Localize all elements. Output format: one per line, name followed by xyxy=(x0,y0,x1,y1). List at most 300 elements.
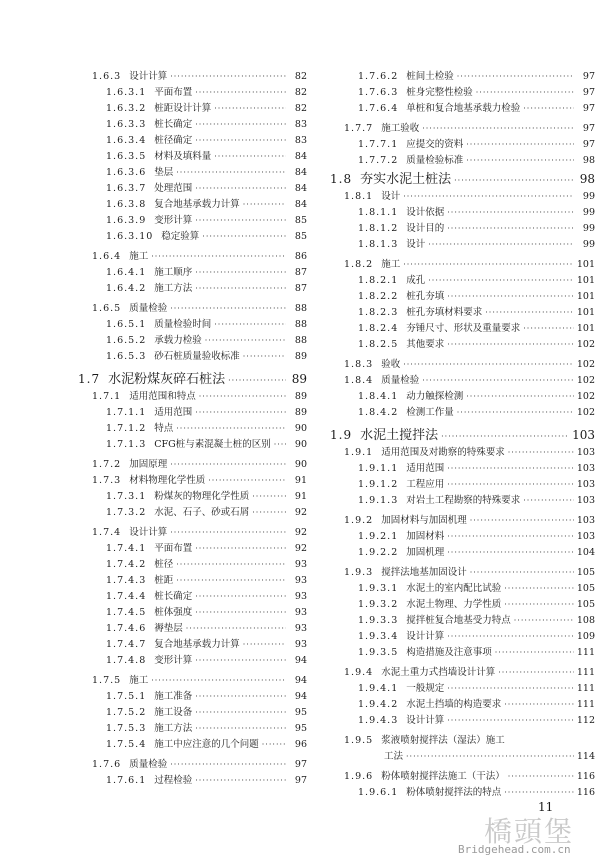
toc-section-title: 搅拌法地基加固设计 xyxy=(381,567,467,578)
toc-page-number: 103 xyxy=(576,495,595,506)
toc-section-title: 一般规定 xyxy=(406,683,445,694)
toc-leader-dots xyxy=(406,750,574,764)
toc-entry xyxy=(106,506,307,520)
toc-section-number: 1.6.3.9 xyxy=(106,215,147,226)
toc-entry xyxy=(358,462,595,476)
toc-leader-dots xyxy=(170,302,286,316)
toc-section-title: 水泥土挡墙的构造要求 xyxy=(406,699,502,710)
toc-page-number: 114 xyxy=(576,751,595,762)
toc-entry xyxy=(92,674,307,688)
toc-entry xyxy=(106,654,307,668)
toc-entry xyxy=(106,606,307,620)
toc-section-title: 平面布置 xyxy=(154,87,193,98)
toc-entry xyxy=(106,102,307,116)
toc-section-title: 处理范围 xyxy=(154,183,193,194)
toc-section-title: 粉煤灰的物理化学性质 xyxy=(154,491,250,502)
toc-entry xyxy=(106,350,307,364)
toc-section-number: 1.6.3.5 xyxy=(106,151,147,162)
toc-entry xyxy=(92,390,307,404)
toc-page-number: 90 xyxy=(294,439,307,450)
toc-leader-dots xyxy=(243,638,286,652)
toc-section-title: 设计 xyxy=(381,191,401,202)
toc-section-title: 适用范围 xyxy=(154,407,193,418)
toc-page-number: 109 xyxy=(576,631,595,642)
toc-section-number: 1.8.2.1 xyxy=(358,275,399,286)
toc-entry xyxy=(358,290,595,304)
toc-entry xyxy=(92,302,307,316)
toc-section-number: 1.8.4 xyxy=(344,375,374,386)
watermark-url: Bridgehead.com.cn xyxy=(458,843,571,856)
toc-section-number: 1.9.5 xyxy=(344,735,374,746)
toc-entry xyxy=(358,86,595,100)
toc-entry xyxy=(358,546,595,560)
toc-entry xyxy=(344,514,595,528)
toc-section-number: 1.7.7.2 xyxy=(358,155,399,166)
toc-section-title: 平面布置 xyxy=(154,543,193,554)
toc-page-number: 84 xyxy=(294,183,307,194)
toc-page-number: 108 xyxy=(576,615,595,626)
toc-section-number: 1.9.1.1 xyxy=(358,463,399,474)
toc-leader-dots xyxy=(186,622,286,636)
toc-entry xyxy=(106,690,307,704)
toc-leader-dots xyxy=(447,222,574,236)
toc-leader-dots xyxy=(170,526,286,540)
toc-section-number: 1.9.1.3 xyxy=(358,495,399,506)
toc-entry xyxy=(92,250,307,264)
toc-section-title: 水泥土的室内配比试验 xyxy=(406,583,502,594)
toc-page-number: 96 xyxy=(294,739,307,750)
toc-entry xyxy=(358,682,595,696)
toc-section-number: 1.6.5 xyxy=(92,303,122,314)
toc-leader-dots xyxy=(195,86,286,100)
toc-page-number: 94 xyxy=(294,655,307,666)
toc-section-title: 砂石桩质量验收标准 xyxy=(154,351,240,362)
toc-page-number: 90 xyxy=(294,459,307,470)
toc-section-number: 1.7.4.1 xyxy=(106,543,147,554)
toc-page-number: 98 xyxy=(579,172,595,186)
toc-page-number: 102 xyxy=(576,391,595,402)
toc-entry xyxy=(106,182,307,196)
toc-entry xyxy=(106,134,307,148)
toc-leader-dots xyxy=(228,372,286,390)
toc-entry xyxy=(358,154,595,168)
toc-leader-dots xyxy=(447,206,574,220)
toc-entry xyxy=(106,282,307,296)
toc-section-number: 1.9.2.2 xyxy=(358,547,399,558)
toc-section-number: 1.9.6 xyxy=(344,771,374,782)
toc-page-number: 92 xyxy=(294,507,307,518)
toc-section-number: 1.7.5.2 xyxy=(106,707,147,718)
toc-leader-dots xyxy=(523,102,574,116)
toc-section-title: 桩径 xyxy=(154,559,174,570)
toc-section-number: 1.9.3.5 xyxy=(358,647,399,658)
toc-section-title: 水泥土搅拌法 xyxy=(360,428,439,443)
toc-section-title: 设计目的 xyxy=(406,223,445,234)
toc-page-number: 93 xyxy=(294,623,307,634)
toc-section-title: 施工方法 xyxy=(154,283,193,294)
toc-page-number: 97 xyxy=(582,87,595,98)
toc-page-number: 93 xyxy=(294,575,307,586)
toc-section-title: 动力触探检测 xyxy=(406,391,464,402)
toc-section-title: 加固原理 xyxy=(129,459,168,470)
toc-page-number: 89 xyxy=(294,351,307,362)
toc-section-title: 质量检验 xyxy=(129,303,168,314)
toc-page-number: 101 xyxy=(576,275,595,286)
toc-section-number: 1.7.6.1 xyxy=(106,775,147,786)
toc-section-number: 1.6.4.2 xyxy=(106,283,147,294)
toc-leader-dots xyxy=(195,214,286,228)
toc-section-number: 1.9.1 xyxy=(344,447,374,458)
toc-entry xyxy=(358,478,595,492)
toc-leader-dots xyxy=(447,338,574,352)
toc-entry xyxy=(384,750,595,764)
toc-leader-dots xyxy=(195,722,286,736)
toc-section-title: 设计依据 xyxy=(406,207,445,218)
toc-leader-dots xyxy=(447,478,574,492)
toc-section-title: 其他要求 xyxy=(406,339,445,350)
toc-section-title: 水泥土物理、力学性质 xyxy=(406,599,502,610)
toc-page-number: 97 xyxy=(582,71,595,82)
toc-leader-dots xyxy=(208,474,286,488)
toc-section-number: 1.9.2 xyxy=(344,515,374,526)
toc-section-title: 稳定验算 xyxy=(161,231,200,242)
toc-page-number: 101 xyxy=(576,259,595,270)
toc-section-title: 桩距设计计算 xyxy=(154,103,212,114)
toc-page-number: 93 xyxy=(294,607,307,618)
toc-section-number: 1.6.3.6 xyxy=(106,167,147,178)
toc-section-title: 验收 xyxy=(381,359,401,370)
toc-section-number: 1.7.3.2 xyxy=(106,507,147,518)
toc-page-number: 116 xyxy=(576,771,595,782)
toc-section-number: 1.9.3.2 xyxy=(358,599,399,610)
toc-entry xyxy=(344,190,595,204)
toc-page-number: 103 xyxy=(576,447,595,458)
toc-leader-dots xyxy=(447,530,574,544)
toc-page-number: 84 xyxy=(294,199,307,210)
toc-page-number: 99 xyxy=(582,223,595,234)
toc-entry xyxy=(92,758,307,772)
toc-section-number: 1.7.6 xyxy=(92,759,122,770)
toc-entry xyxy=(358,338,595,352)
toc-page-number: 102 xyxy=(576,359,595,370)
toc-entry xyxy=(358,102,595,116)
toc-page-number: 116 xyxy=(576,787,595,798)
toc-entry xyxy=(358,598,595,612)
toc-section-title: 材料及填料量 xyxy=(154,151,212,162)
toc-section-number: 1.7.4.7 xyxy=(106,639,147,650)
toc-leader-dots xyxy=(457,406,574,420)
toc-page-number: 92 xyxy=(294,527,307,538)
toc-entry xyxy=(344,358,595,372)
toc-section-number: 1.6.3.2 xyxy=(106,103,147,114)
toc-entry xyxy=(358,274,595,288)
toc-section-number: 1.9.6.1 xyxy=(358,787,399,798)
toc-section-title: 施工中应注意的几个问题 xyxy=(154,739,259,750)
toc-section-number: 1.7.4.8 xyxy=(106,655,147,666)
toc-entry xyxy=(358,406,595,420)
toc-section-number: 1.6.3.10 xyxy=(106,231,154,242)
toc-page-number: 91 xyxy=(294,475,307,486)
toc-leader-dots xyxy=(447,630,574,644)
toc-entry xyxy=(358,322,595,336)
toc-section-number: 1.7.4.6 xyxy=(106,623,147,634)
toc-section-title: 水泥粉煤灰碎石桩法 xyxy=(108,372,226,387)
toc-entry xyxy=(106,738,307,752)
toc-entry xyxy=(344,374,595,388)
toc-entry xyxy=(330,426,595,444)
toc-section-title: 构造措施及注意事项 xyxy=(406,647,492,658)
toc-leader-dots xyxy=(508,446,574,460)
toc-section-number: 1.6.3.7 xyxy=(106,183,147,194)
toc-section-title: 桩距 xyxy=(154,575,174,586)
toc-section-number: 1.7 xyxy=(78,372,101,386)
toc-leader-dots xyxy=(447,714,574,728)
toc-leader-dots xyxy=(428,274,574,288)
toc-section-title: 对岩土工程勘察的特殊要求 xyxy=(406,495,521,506)
toc-entry xyxy=(106,490,307,504)
toc-section-title: 施工顺序 xyxy=(154,267,193,278)
toc-entry xyxy=(358,306,595,320)
toc-section-title: 施工设备 xyxy=(154,707,193,718)
toc-section-number: 1.6.5.1 xyxy=(106,319,147,330)
toc-section-number: 1.6.3.3 xyxy=(106,119,147,130)
toc-section-number: 1.6.3.1 xyxy=(106,87,147,98)
toc-leader-dots xyxy=(447,462,574,476)
toc-page-number: 111 xyxy=(576,683,595,694)
toc-section-title: 施工方法 xyxy=(154,723,193,734)
toc-section-title: 承载力检验 xyxy=(154,335,202,346)
toc-page-number: 84 xyxy=(294,151,307,162)
toc-section-number: 1.7.1 xyxy=(92,391,122,402)
toc-entry xyxy=(358,70,595,84)
toc-entry xyxy=(358,138,595,152)
toc-section-title: 特点 xyxy=(154,423,174,434)
toc-section-number: 1.7.4 xyxy=(92,527,122,538)
toc-section-title: 桩体强度 xyxy=(154,607,193,618)
toc-entry xyxy=(106,706,307,720)
watermark-logo: 橋頭堡 xyxy=(484,815,575,848)
toc-leader-dots xyxy=(508,770,574,784)
toc-section-title: 设计计算 xyxy=(129,527,168,538)
toc-section-number: 1.6.5.3 xyxy=(106,351,147,362)
toc-leader-dots xyxy=(274,438,286,452)
toc-section-number: 1.7.7 xyxy=(344,123,374,134)
toc-leader-dots xyxy=(403,190,574,204)
toc-leader-dots xyxy=(252,490,286,504)
toc-section-number: 1.8.2.3 xyxy=(358,307,399,318)
toc-section-title: 适用范围 xyxy=(406,463,445,474)
toc-section-title: 施工 xyxy=(129,251,149,262)
toc-entry xyxy=(106,774,307,788)
toc-section-title: 检测工作量 xyxy=(406,407,454,418)
toc-section-title: 粉体喷射搅拌法的特点 xyxy=(406,787,502,798)
toc-leader-dots xyxy=(195,774,286,788)
toc-section-title: 加固材料与加固机理 xyxy=(381,515,467,526)
toc-leader-dots xyxy=(195,690,286,704)
toc-section-title: 桩孔夯填材料要求 xyxy=(406,307,483,318)
toc-page-number: 101 xyxy=(576,291,595,302)
toc-section-number: 1.9.2.1 xyxy=(358,531,399,542)
toc-section-number: 1.8.2 xyxy=(344,259,374,270)
toc-leader-dots xyxy=(195,182,286,196)
toc-page-number: 93 xyxy=(294,639,307,650)
toc-leader-dots xyxy=(176,574,286,588)
toc-section-number: 1.6.3.8 xyxy=(106,199,147,210)
toc-section-number: 1.7.4.3 xyxy=(106,575,147,586)
toc-leader-dots xyxy=(403,358,574,372)
toc-page-number: 98 xyxy=(582,155,595,166)
toc-page-number: 82 xyxy=(294,71,307,82)
toc-section-title: 质量检验时间 xyxy=(154,319,212,330)
toc-page-number: 87 xyxy=(294,283,307,294)
toc-leader-dots xyxy=(199,390,286,404)
toc-section-title: 桩孔夯填 xyxy=(406,291,445,302)
toc-section-number: 1.9.4.3 xyxy=(358,715,399,726)
toc-page-number: 93 xyxy=(294,591,307,602)
toc-page-number: 88 xyxy=(294,335,307,346)
toc-leader-dots xyxy=(195,606,286,620)
toc-section-title: 设计计算 xyxy=(406,715,445,726)
toc-page-number: 101 xyxy=(576,307,595,318)
toc-entry xyxy=(358,390,595,404)
toc-entry xyxy=(358,530,595,544)
toc-leader-dots xyxy=(195,266,286,280)
toc-entry xyxy=(358,206,595,220)
toc-leader-dots xyxy=(498,666,574,680)
toc-leader-dots xyxy=(151,674,286,688)
toc-section-number: 1.6.4.1 xyxy=(106,267,147,278)
toc-page-number: 103 xyxy=(576,515,595,526)
toc-section-title: 施工验收 xyxy=(381,123,420,134)
toc-page-number: 92 xyxy=(294,543,307,554)
toc-section-title: 工程应用 xyxy=(406,479,445,490)
toc-section-number: 1.9.3 xyxy=(344,567,374,578)
toc-section-title: 变形计算 xyxy=(154,655,193,666)
toc-leader-dots xyxy=(202,230,286,244)
toc-section-title: 搅拌桩复合地基受力特点 xyxy=(406,615,511,626)
toc-entry xyxy=(106,406,307,420)
toc-section-title: 施工 xyxy=(129,675,149,686)
toc-page-number: 83 xyxy=(294,135,307,146)
toc-section-number: 1.9.3.3 xyxy=(358,615,399,626)
toc-entry xyxy=(358,222,595,236)
toc-page-number: 97 xyxy=(582,123,595,134)
toc-leader-dots xyxy=(495,646,574,660)
toc-page-number: 103 xyxy=(576,531,595,542)
toc-leader-dots xyxy=(504,582,574,596)
toc-leader-dots xyxy=(447,546,574,560)
toc-leader-dots xyxy=(205,334,286,348)
toc-page-number: 82 xyxy=(294,103,307,114)
toc-leader-dots xyxy=(523,494,574,508)
toc-page-number: 88 xyxy=(294,319,307,330)
toc-page-number: 111 xyxy=(576,667,595,678)
toc-entry xyxy=(106,574,307,588)
toc-entry xyxy=(106,722,307,736)
toc-section-title: 设计计算 xyxy=(406,631,445,642)
toc-section-number: 1.9.4.2 xyxy=(358,699,399,710)
toc-page-number: 89 xyxy=(294,407,307,418)
toc-section-title: 成孔 xyxy=(406,275,426,286)
toc-section-number: 1.7.2 xyxy=(92,459,122,470)
toc-entry xyxy=(344,734,595,748)
toc-page-number: 87 xyxy=(294,267,307,278)
toc-section-number: 1.8.1.2 xyxy=(358,223,399,234)
toc-section-title: 桩身完整性检验 xyxy=(406,87,473,98)
toc-section-title: 复合地基承载力计算 xyxy=(154,639,240,650)
toc-section-number: 1.7.4.5 xyxy=(106,607,147,618)
toc-page-number: 97 xyxy=(582,103,595,114)
toc-page-number: 95 xyxy=(294,723,307,734)
toc-leader-dots xyxy=(243,198,286,212)
toc-entry xyxy=(78,370,307,388)
toc-page-number: 111 xyxy=(576,647,595,658)
toc-leader-dots xyxy=(214,102,286,116)
toc-section-title: CFG桩与素混凝土桩的区别 xyxy=(154,439,271,450)
toc-leader-dots xyxy=(195,590,286,604)
toc-entry xyxy=(106,622,307,636)
toc-section-number: 1.6.4 xyxy=(92,251,122,262)
toc-page-number: 102 xyxy=(576,407,595,418)
toc-leader-dots xyxy=(195,118,286,132)
toc-leader-dots xyxy=(176,422,286,436)
toc-section-title: 加固材料 xyxy=(406,531,445,542)
toc-entry xyxy=(106,150,307,164)
toc-entry xyxy=(344,122,595,136)
toc-entry xyxy=(106,214,307,228)
toc-entry xyxy=(106,230,307,244)
toc-page-number: 99 xyxy=(582,207,595,218)
toc-leader-dots xyxy=(195,282,286,296)
toc-entry xyxy=(92,474,307,488)
toc-page-number: 112 xyxy=(576,715,595,726)
toc-entry xyxy=(358,494,595,508)
toc-page-number: 85 xyxy=(294,215,307,226)
toc-leader-dots xyxy=(151,250,286,264)
toc-section-title: 水泥、石子、砂或石屑 xyxy=(154,507,250,518)
toc-page-number: 89 xyxy=(291,372,307,386)
toc-section-number: 1.8.2.5 xyxy=(358,339,399,350)
toc-section-title: 过程检验 xyxy=(154,775,193,786)
toc-section-title: 质量检验 xyxy=(381,375,420,386)
toc-section-title: 夯实水泥土桩法 xyxy=(360,172,452,187)
toc-leader-dots xyxy=(176,558,286,572)
toc-section-number: 1.6.5.2 xyxy=(106,335,147,346)
toc-page-number: 93 xyxy=(294,559,307,570)
toc-section-title: 垫层 xyxy=(154,167,174,178)
toc-leader-dots xyxy=(214,318,286,332)
toc-entry xyxy=(106,438,307,452)
toc-leader-dots xyxy=(428,238,574,252)
toc-page-number: 97 xyxy=(294,775,307,786)
toc-section-number: 1.7.3 xyxy=(92,475,122,486)
toc-entry xyxy=(92,458,307,472)
toc-leader-dots xyxy=(195,406,286,420)
toc-page-number: 82 xyxy=(294,87,307,98)
toc-section-number: 1.8.4.2 xyxy=(358,407,399,418)
toc-section-title: 质量检验 xyxy=(129,759,168,770)
toc-section-title: 质量检验标准 xyxy=(406,155,464,166)
toc-leader-dots xyxy=(195,706,286,720)
toc-entry xyxy=(358,614,595,628)
toc-leader-dots xyxy=(514,614,574,628)
toc-page-number: 104 xyxy=(576,547,595,558)
toc-page-number: 103 xyxy=(576,479,595,490)
toc-entry xyxy=(106,86,307,100)
toc-leader-dots xyxy=(466,138,574,152)
toc-page-number: 97 xyxy=(294,759,307,770)
toc-leader-dots xyxy=(504,786,574,800)
